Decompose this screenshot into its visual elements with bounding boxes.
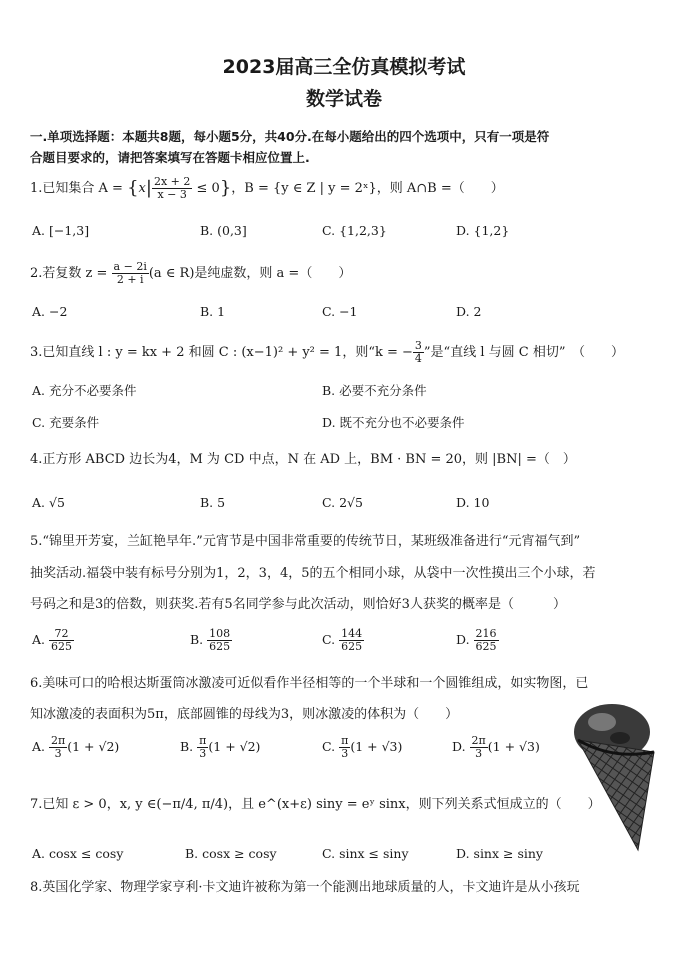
question-5-line3: 号码之和是3的倍数，则获奖.若有5名同学参与此次活动，则恰好3人获奖的概率是（ ） — [30, 597, 566, 612]
q5-option-d[interactable]: D. $\frac{216}{625}$ — [456, 627, 497, 653]
question-2: 2.若复数 z = $\frac{a - 2i}{2 + i}$ (a ∈ R)是纯虚数，则 a =（ ） — [30, 260, 352, 286]
section-instructions-line2: 合题目要求的，请把答案填写在答题卡相应位置上. — [30, 150, 310, 165]
q3-option-d[interactable]: D. 既不充分也不必要条件 — [322, 415, 465, 430]
q6-option-b[interactable]: B. $\frac{\pi}{3}$ (1 + √2) — [180, 734, 261, 760]
q3-option-b[interactable]: B. 必要不充分条件 — [322, 383, 427, 398]
exam-title: 2023届高三全仿真模拟考试 — [222, 56, 466, 78]
q1-fraction: $\frac{2x + 2}{x - 3}$ — [153, 175, 191, 201]
q5-option-b[interactable]: B. $\frac{108}{625}$ — [190, 627, 231, 653]
question-7: 7.已知 ε > 0，x, y ∈(−π/4, π/4)，且 e^(x+ε) siny = eʸ sinx，则下列关系式恒成立的（ ） — [30, 797, 601, 812]
q3-option-c[interactable]: C. 充要条件 — [32, 415, 100, 430]
q7-option-a[interactable]: A. cosx ≤ cosy — [32, 846, 124, 861]
q5-option-c[interactable]: C. $\frac{144}{625}$ — [322, 627, 363, 653]
q7-option-b[interactable]: B. cosx ≥ cosy — [185, 846, 277, 861]
question-3: 3.已知直线 l : y = kx + 2 和圆 C : (x−1)² + y² = 1，则“k = − $\frac{3}{4}$ ”是“直线 l 与圆 C 相切” （ ） — [30, 339, 624, 365]
q3-fraction: $\frac{3}{4}$ — [414, 339, 422, 365]
question-5-line2: 抽奖活动.福袋中装有标号分别为1，2，3，4，5的五个相同小球，从袋中一次性摸出三个小球，若 — [30, 566, 596, 581]
q2-option-c[interactable]: C. −1 — [322, 304, 358, 319]
q4-option-a[interactable]: A. √5 — [32, 495, 65, 510]
q2-fraction: $\frac{a - 2i}{2 + i}$ — [113, 260, 147, 286]
q3-option-a[interactable]: A. 充分不必要条件 — [32, 383, 137, 398]
q4-option-d[interactable]: D. 10 — [456, 495, 490, 510]
ice-cream-cone-icon — [572, 700, 662, 864]
q2-option-a[interactable]: A. −2 — [32, 304, 68, 319]
question-1: 1.已知集合 A = {x| $\frac{2x + 2}{x - 3}$ ≤ 0}，B = {y ∈ Z | y = 2ˣ}，则 A∩B =（ ） — [30, 175, 504, 201]
q1-option-c[interactable]: C. {1,2,3} — [322, 223, 387, 238]
q7-option-c[interactable]: C. sinx ≤ siny — [322, 846, 409, 861]
q2-option-b[interactable]: B. 1 — [200, 304, 226, 319]
q2-option-d[interactable]: D. 2 — [456, 304, 482, 319]
q6-option-a[interactable]: A. $\frac{2\pi}{3}$ (1 + √2) — [32, 734, 120, 760]
question-4: 4.正方形 ABCD 边长为4，M 为 CD 中点，N 在 AD 上，BM · BN = 20，则 |BN| =（ ） — [30, 452, 576, 467]
exam-subtitle: 数学试卷 — [305, 88, 382, 110]
question-6-line1: 6.美味可口的哈根达斯蛋筒冰激凌可近似看作半径相等的一个半球和一个圆锥组成，如实物图，已 — [30, 676, 589, 691]
q7-option-d[interactable]: D. sinx ≥ siny — [456, 846, 543, 861]
q1-option-b[interactable]: B. (0,3] — [200, 223, 247, 238]
q5-option-a[interactable]: A. $\frac{72}{625}$ — [32, 627, 72, 653]
q1-option-a[interactable]: A. [−1,3] — [32, 223, 90, 238]
q6-option-d[interactable]: D. $\frac{2\pi}{3}$ (1 + √3) — [452, 734, 540, 760]
q6-option-c[interactable]: C. $\frac{\pi}{3}$ (1 + √3) — [322, 734, 403, 760]
section-instructions-line1: 一.单项选择题：本题共8题，每小题5分，共40分.在每小题给出的四个选项中，只有一项是符 — [30, 129, 550, 144]
q4-option-b[interactable]: B. 5 — [200, 495, 226, 510]
q4-option-c[interactable]: C. 2√5 — [322, 495, 363, 510]
question-8-line1: 8.英国化学家、物理学家亨利·卡文迪许被称为第一个能测出地球质量的人，卡文迪许是从小孩玩 — [30, 880, 580, 895]
question-6-line2: 知冰激凌的表面积为5π，底部圆锥的母线为3，则冰激凌的体积为（ ） — [30, 707, 459, 722]
question-5-line1: 5.“锦里开芳宴，兰缸艳早年.”元宵节是中国非常重要的传统节日，某班级准备进行“元宵福气到” — [30, 534, 581, 549]
q1-option-d[interactable]: D. {1,2} — [456, 223, 510, 238]
